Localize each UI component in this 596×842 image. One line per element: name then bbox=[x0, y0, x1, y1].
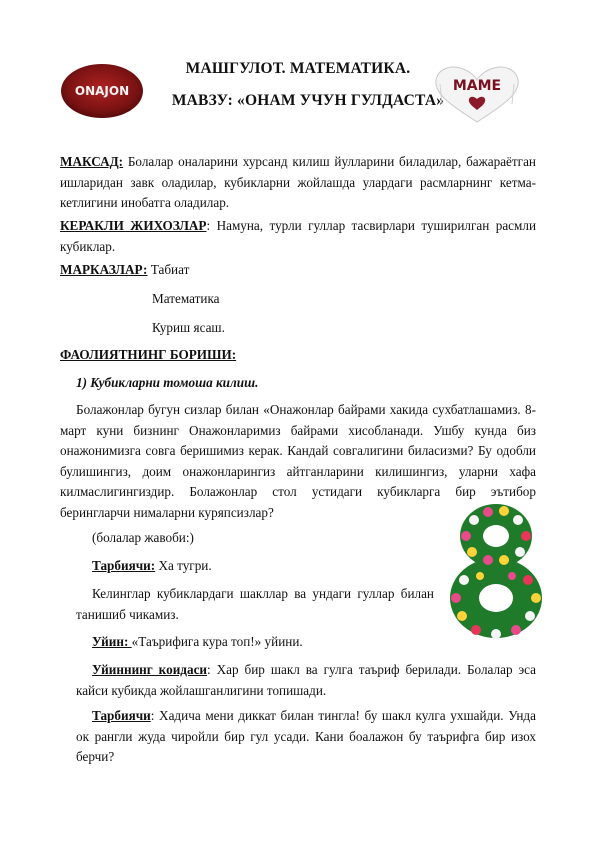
markaz-item-1: Табиат bbox=[150, 262, 190, 277]
markaz-paragraph bbox=[60, 260, 536, 281]
kerakli-label: КЕРАКЛИ ЖИХОЗЛАР bbox=[60, 218, 207, 233]
faoliyat-heading: ФАОЛИЯТНИНГ БОРИШИ: bbox=[60, 347, 237, 362]
qoida-paragraph: Уйиннинг коидаси: Хар бир шакл ва гулга таъриф берилади. Болалар эса кайси кубикда жойлашганлигини топишади. bbox=[76, 662, 537, 698]
kerakli-paragraph bbox=[60, 216, 536, 257]
maqsad-label: МАКСАД: bbox=[60, 154, 124, 169]
pillow-left-text: ONAJON bbox=[74, 84, 130, 98]
uyin-line: Уйин: «Таърифига кура топ!» уйини. bbox=[92, 634, 303, 649]
markaz-item-3: Куриш ясаш. bbox=[152, 320, 225, 335]
kelinglar-paragraph: Келинглар кубиклардаги шакллар ва ундаги гуллар билан танишиб чикамиз. bbox=[76, 586, 434, 622]
maqsad-text: Болалар оналарини хурсанд килиш йулларини биладилар, бажараётган ишларидан завк оладилар, кубикларни жойлашда улардаги расмларнинг кетма-кетлигини инобатга оладилар. bbox=[60, 154, 536, 210]
onajon-pillow-image bbox=[60, 62, 144, 120]
flower-eight-image bbox=[444, 500, 549, 640]
tarbiyachi-reply-1: Тарбиячи: Ха тугри. bbox=[92, 558, 212, 573]
pillow-right-text: MAME bbox=[452, 78, 502, 94]
intro-paragraph: Болажонлар бугун сизлар билан «Онажонлар байрами хакида сухбатлашамиз. 8-март куни бизнинг Онажонларимиз байрами хисобланади. Ушбу кунда биз онажонимизга совга беришимиз керак. Кандай совгалигини биласизми? Бу одобли булишингиз, доим онажонларингиз айтганларини килишингиз, уларни хафа килмаслигингиздир. Болажонлар стол устидаги кубикларга бир эътибор берингларчи нималарни куряпсизлар? bbox=[60, 402, 536, 520]
page-title: МАШГУЛОТ. МАТЕМАТИКА. bbox=[185, 60, 411, 77]
maqsad-paragraph bbox=[60, 152, 536, 214]
mame-heart-pillow-image bbox=[432, 64, 522, 124]
kerakli-text: : Намуна, турли гуллар тасвирлари туширилган расмли кубиклар. bbox=[60, 218, 537, 254]
page-subtitle: МАВЗУ: «ОНАМ УЧУН ГУЛДАСТА» bbox=[171, 92, 445, 109]
markaz-label: МАРКАЗЛАР: bbox=[60, 262, 148, 277]
markaz-item-2: Математика bbox=[152, 291, 220, 306]
tarbiyachi-paragraph-2: Тарбиячи: Хадича мени диккат билан тингла! бу шакл кулга ухшайди. Унда ок рангли жуда чиройли бир гул усади. Кани боалажон бу таърифга бир изох берчи? bbox=[76, 708, 536, 764]
step-1-heading: 1) Кубикларни томоша килиш. bbox=[76, 375, 259, 390]
children-answer: (болалар жавоби:) bbox=[92, 530, 194, 545]
